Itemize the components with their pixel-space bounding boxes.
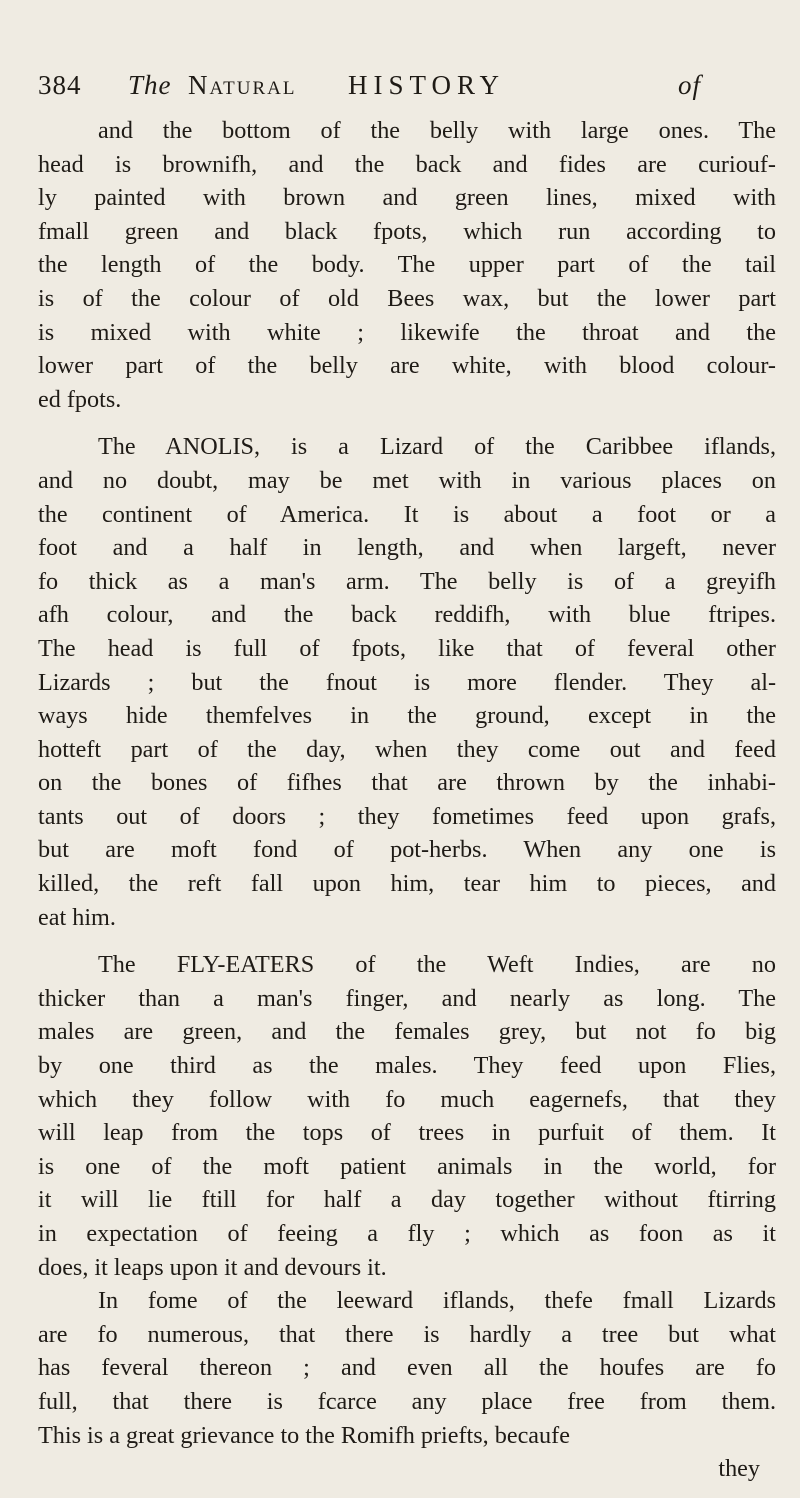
text-line: has feveral thereon ; and even all the houfes are fo bbox=[38, 1354, 776, 1382]
text-line: in expectation of feeing a fly ; which as foon as it bbox=[38, 1220, 776, 1247]
text-line: will leap from the tops of trees in purfuit of them. It bbox=[38, 1119, 776, 1147]
text-line: fmall green and black fpots, which run according to bbox=[38, 217, 776, 245]
text-line: lower part of the belly are white, with blood colour- bbox=[38, 352, 776, 380]
paragraph bbox=[38, 114, 776, 416]
text-line: is mixed with white ; likewife the throat and the bbox=[38, 318, 776, 346]
text-line: full, that there is fcarce any place free from them. bbox=[38, 1387, 776, 1415]
text-line: The ANOLIS, is a Lizard of the Caribbee iflands, bbox=[98, 433, 776, 461]
paragraph bbox=[38, 948, 776, 1284]
text-line: head is brownifh, and the back and fides are curiouf- bbox=[38, 150, 776, 178]
text-line: thicker than a man's finger, and nearly as long. The bbox=[38, 984, 776, 1012]
text-line: killed, the reft fall upon him, tear him to pieces, and bbox=[38, 870, 776, 898]
text-line: foot and a half in length, and when largeft, never bbox=[38, 534, 776, 562]
text-line: afh colour, and the back reddifh, with blue ftripes. bbox=[38, 601, 776, 629]
text-line: ly painted with brown and green lines, mixed with bbox=[38, 184, 776, 212]
text-line: is of the colour of old Bees wax, but the lower part bbox=[38, 284, 776, 312]
running-head-natural: Natural bbox=[188, 70, 297, 100]
text-line: ways hide themfelves in the ground, except in the bbox=[38, 702, 776, 730]
text-line: The head is full of fpots, like that of feveral other bbox=[38, 634, 776, 662]
text-line: and the bottom of the belly with large ones. The bbox=[98, 117, 776, 144]
paragraph bbox=[38, 430, 776, 934]
body-text bbox=[38, 114, 776, 1486]
text-line: and no doubt, may be met with in various places on bbox=[38, 466, 776, 494]
page-number: 384 bbox=[38, 70, 82, 100]
text-line: hotteft part of the day, when they come out and feed bbox=[38, 735, 776, 763]
text-line: fo thick as a man's arm. The belly is of a greyifh bbox=[38, 567, 776, 595]
text-line: In fome of the leeward iflands, thefe fmall Lizards bbox=[98, 1287, 776, 1315]
text-line: is one of the moft patient animals in the world, for bbox=[38, 1152, 776, 1180]
running-head bbox=[38, 70, 776, 106]
running-head-the: The bbox=[128, 70, 172, 100]
book-page bbox=[38, 22, 776, 1482]
catchword: they bbox=[718, 1455, 760, 1483]
paragraph-gap bbox=[38, 934, 776, 948]
text-line: eat him. bbox=[38, 903, 116, 931]
text-line: it will lie ftill for half a day together without ftirring bbox=[38, 1186, 776, 1214]
running-head-history: HISTORY bbox=[348, 70, 506, 100]
running-head-of: of bbox=[678, 70, 702, 100]
text-line: does, it leaps upon it and devours it. bbox=[38, 1253, 387, 1281]
text-line: This is a great grievance to the Romifh priefts, becaufe bbox=[38, 1421, 570, 1449]
paragraph-gap bbox=[38, 416, 776, 430]
text-line: but are moft fond of pot-herbs. When any one is bbox=[38, 836, 776, 864]
text-line: Lizards ; but the fnout is more flender. They al- bbox=[38, 668, 776, 696]
text-line: are fo numerous, that there is hardly a tree but what bbox=[38, 1320, 776, 1348]
text-line: by one third as the males. They feed upon Flies, bbox=[38, 1052, 776, 1080]
text-line: males are green, and the females grey, but not fo big bbox=[38, 1018, 776, 1046]
paragraph bbox=[38, 1284, 776, 1452]
text-line: which they follow with fo much eagernefs, that they bbox=[38, 1085, 776, 1113]
text-line: The FLY-EATERS of the Weft Indies, are no bbox=[98, 951, 776, 979]
text-line: ed fpots. bbox=[38, 385, 122, 413]
text-line: tants out of doors ; they fometimes feed upon grafs, bbox=[38, 802, 776, 830]
text-line: on the bones of fifhes that are thrown by the inhabi- bbox=[38, 769, 776, 797]
text-line: the length of the body. The upper part of the tail bbox=[38, 251, 776, 279]
text-line: the continent of America. It is about a foot or a bbox=[38, 500, 776, 528]
